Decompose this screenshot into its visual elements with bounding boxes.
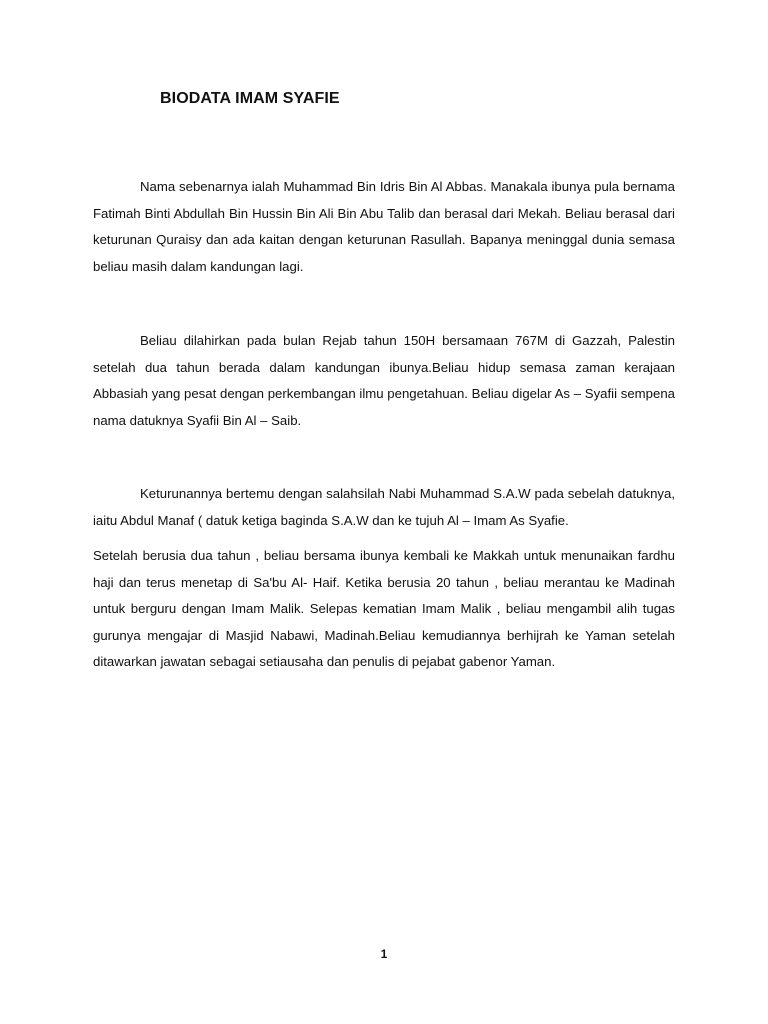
paragraph-travels: Setelah berusia dua tahun , beliau bersama ibunya kembali ke Makkah untuk menunaikan fardhu haji dan terus menetap di Sa'bu Al- Haif. Ketika berusia 20 tahun , beliau merantau ke Madinah untuk berguru dengan Imam Malik. Selepas kematian Imam Malik , beliau mengambil alih tugas gurunya mengajar di Masjid Nabawi, Madinah.Beliau kemudiannya berhijrah ke Yaman setelah ditawarkan jawatan sebagai setiausaha dan penulis di pejabat gabenor Yaman. (93, 548, 675, 669)
paragraph-birth: Beliau dilahirkan pada bulan Rejab tahun 150H bersamaan 767M di Gazzah, Palestin setelah dua tahun berada dalam kandungan ibunya.Beliau hidup semasa zaman kerajaan Abbasiah yang pesat dengan perkembangan ilmu pengetahuan. Beliau digelar As – Syafii sempena nama datuknya Syafii Bin Al – Saib. (93, 333, 675, 428)
paragraph-ancestry: Keturunannya bertemu dengan salahsilah Nabi Muhammad S.A.W pada sebelah datuknya, iaitu Abdul Manaf ( datuk ketiga baginda S.A.W dan ke tujuh Al – Imam As Syafie. (93, 486, 675, 528)
paragraph-name-and-lineage: Nama sebenarnya ialah Muhammad Bin Idris Bin Al Abbas. Manakala ibunya pula bernama Fatimah Binti Abdullah Bin Hussin Bin Ali Bin Abu Talib dan berasal dari Mekah. Beliau berasal dari keturunan Quraisy dan ada kaitan dengan keturunan Rasullah. Bapanya meninggal dunia semasa beliau masih dalam kandungan lagi. (93, 179, 675, 274)
page-number: 1 (380, 947, 388, 961)
document-title: BIODATA IMAM SYAFIE (160, 90, 340, 107)
